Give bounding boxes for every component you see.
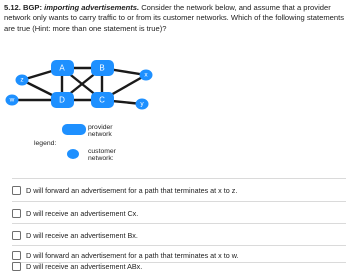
- legend-provider-label: provider network: [88, 124, 113, 139]
- question-number: 5.12.: [4, 3, 21, 12]
- provider-d-label: D: [59, 95, 65, 105]
- option-1[interactable]: [12, 181, 346, 199]
- option-3[interactable]: [12, 226, 346, 244]
- customer-z-label: z: [20, 76, 24, 84]
- option-3-checkbox[interactable]: [12, 231, 21, 240]
- question-prompt: Consider the network below, and assume that a provider network only wants to carry traffic to or from its customer networks. Which of the following statements are true (Hint: more than one statement is true)?: [4, 3, 345, 33]
- option-4-label: D will forward an advertisement for a path that terminates at x to w.: [26, 250, 239, 260]
- legend-customer-label: customer network:: [88, 148, 116, 163]
- question-topic-emphasis: importing advertisements.: [44, 3, 140, 12]
- option-2-label: D will receive an advertisement Cx.: [26, 208, 139, 218]
- divider: [12, 223, 346, 224]
- legend-title: legend:: [34, 140, 57, 147]
- provider-a-label: A: [59, 63, 65, 73]
- option-2-checkbox[interactable]: [12, 209, 21, 218]
- option-5[interactable]: [12, 257, 346, 275]
- divider: [12, 178, 346, 179]
- option-1-checkbox[interactable]: [12, 186, 21, 195]
- customer-w-label: w: [9, 96, 15, 104]
- customer-x-label: x: [144, 71, 148, 79]
- option-3-label: D will receive an advertisement Bx.: [26, 230, 138, 240]
- option-1-label: D will forward an advertisement for a path that terminates at x to z.: [26, 185, 238, 195]
- option-5-checkbox[interactable]: [12, 262, 21, 271]
- option-5-label: D will receive an advertisement ABx.: [26, 261, 143, 271]
- question-topic: BGP:: [23, 3, 42, 12]
- option-2[interactable]: [12, 204, 346, 222]
- customer-y-label: y: [140, 100, 144, 108]
- provider-b-label: B: [99, 63, 105, 73]
- divider: [12, 201, 346, 202]
- provider-c-label: C: [99, 95, 105, 105]
